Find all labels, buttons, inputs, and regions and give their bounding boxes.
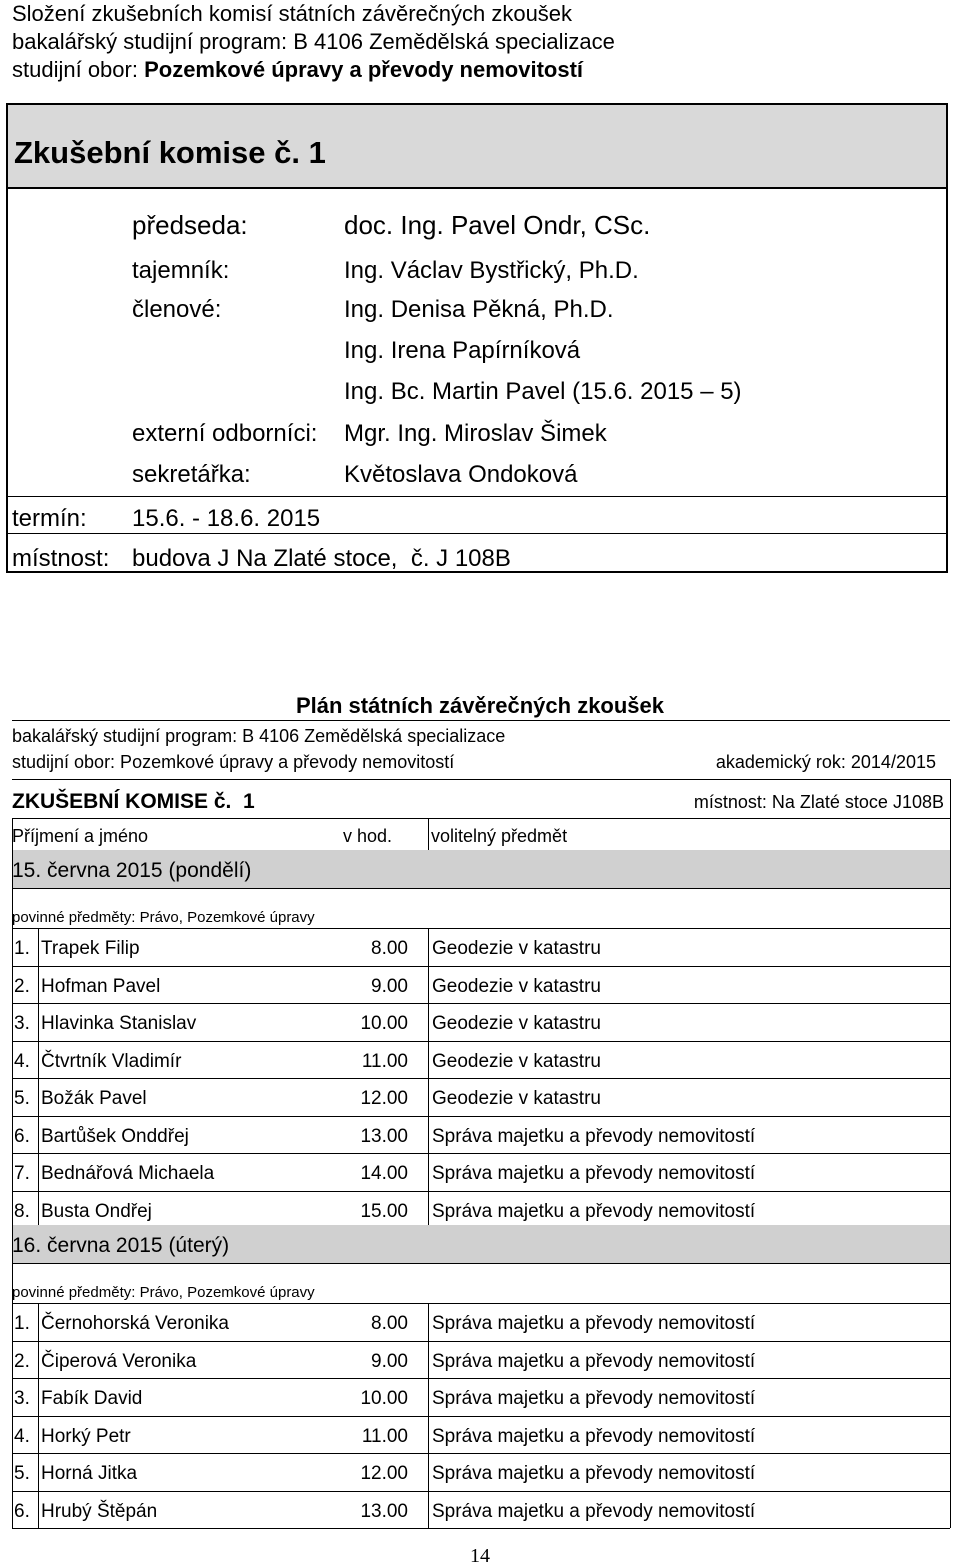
exam-time: 9.00 (371, 975, 408, 997)
room-value: budova J Na Zlaté stoce, č. J 108B (132, 545, 511, 572)
exam-time: 12.00 (360, 1463, 408, 1484)
exam-time: 13.00 (360, 1125, 408, 1147)
doc-title: Složení zkušebních komisí státních závěrečných zkoušek (12, 1, 573, 26)
grid-line (12, 1263, 950, 1264)
committee-title: Zkušební komise č. 1 (14, 135, 326, 170)
student-name: Fabík David (41, 1388, 143, 1409)
student-name: Horná Jitka (41, 1463, 138, 1484)
grid-line (428, 1303, 429, 1341)
exam-subject: Správa majetku a převody nemovitostí (432, 1350, 756, 1372)
grid-line (428, 1041, 429, 1079)
day-date: 16. června 2015 (úterý) (12, 1234, 230, 1257)
grid-line (428, 1416, 429, 1454)
member-2: Ing. Irena Papírníková (344, 337, 581, 364)
exam-subject: Správa majetku a převody nemovitostí (432, 1425, 756, 1447)
grid-line (428, 1453, 429, 1491)
row-number: 7. (14, 1163, 30, 1184)
grid-line (12, 1491, 950, 1492)
exam-time: 9.00 (371, 1350, 408, 1372)
day-header (12, 850, 950, 888)
exam-time: 11.00 (361, 1425, 408, 1447)
student-name: Božák Pavel (41, 1088, 147, 1109)
doc-field-name: Pozemkové úpravy a převody nemovitostí (144, 57, 584, 82)
student-name: Čiperová Veronika (41, 1350, 197, 1372)
grid-line (950, 779, 951, 1528)
plan-title: Plán státních závěrečných zkoušek (295, 693, 665, 718)
row-number: 4. (14, 1425, 30, 1447)
row-number: 5. (14, 1088, 30, 1109)
grid-line (38, 1116, 39, 1154)
exam-time: 8.00 (371, 1313, 408, 1334)
grid-line (38, 1416, 39, 1454)
clerk-name: Květoslava Ondoková (344, 461, 578, 488)
grid-line (428, 1491, 429, 1529)
grid-line (428, 1003, 429, 1041)
exam-subject: Správa majetku a převody nemovitostí (432, 1200, 756, 1222)
member-3: Ing. Bc. Martin Pavel (15.6. 2015 – 5) (344, 378, 742, 405)
grid-line (38, 1491, 39, 1529)
exam-subject: Správa majetku a převody nemovitostí (432, 1313, 756, 1334)
day-note: povinné předměty: Právo, Pozemkové úpravy (12, 1284, 315, 1301)
clerk-label: sekretářka: (132, 461, 251, 488)
grid-line (12, 1341, 950, 1342)
divider (12, 720, 950, 721)
student-name: Bednářová Michaela (41, 1163, 215, 1184)
grid-line (38, 1153, 39, 1191)
row-number: 5. (14, 1463, 30, 1484)
grid-line (428, 928, 429, 966)
student-name: Černohorská Veronika (41, 1313, 229, 1334)
student-name: Busta Ondřej (41, 1200, 152, 1222)
grid-line (12, 1378, 950, 1379)
committee-title-bar (8, 105, 946, 189)
exam-time: 11.00 (361, 1050, 408, 1072)
grid-line (428, 1116, 429, 1154)
chair-label: předseda: (132, 210, 248, 240)
row-number: 1. (14, 938, 30, 959)
col-header-name: Příjmení a jméno (12, 826, 149, 846)
row-number: 8. (14, 1200, 30, 1222)
row-number: 6. (14, 1125, 30, 1147)
plan-field: studijní obor: Pozemkové úpravy a převody nemovitostí (12, 752, 455, 772)
exam-subject: Geodezie v katastru (432, 1013, 601, 1034)
doc-field (12, 56, 583, 84)
exam-subject: Geodezie v katastru (432, 975, 601, 997)
grid-line (38, 1378, 39, 1416)
grid-line (38, 1303, 39, 1341)
grid-line (38, 1453, 39, 1491)
member-1: Ing. Denisa Pěkná, Ph.D. (344, 296, 614, 323)
grid-line (12, 928, 950, 929)
divider (6, 533, 948, 534)
grid-line (38, 928, 39, 966)
exam-subject: Geodezie v katastru (432, 1088, 601, 1109)
grid-line (12, 1078, 950, 1079)
doc-program: bakalářský studijní program: B 4106 Zemědělská specializace (12, 29, 615, 54)
room-label: místnost: (12, 545, 110, 572)
grid-line (12, 1003, 950, 1004)
exam-subject: Správa majetku a převody nemovitostí (432, 1163, 756, 1184)
page-number: 14 (470, 1545, 490, 1567)
plan-room: místnost: Na Zlaté stoce J108B (693, 792, 944, 812)
grid-line (12, 1303, 950, 1304)
grid-line (12, 1116, 950, 1117)
exam-subject: Správa majetku a převody nemovitostí (432, 1125, 756, 1147)
plan-program: bakalářský studijní program: B 4106 Zemědělská specializace (12, 726, 506, 746)
grid-line (428, 1191, 429, 1229)
exam-time: 13.00 (360, 1500, 408, 1522)
grid-line (12, 1041, 950, 1042)
external-name: Mgr. Ing. Miroslav Šimek (344, 420, 607, 447)
row-number: 4. (14, 1050, 30, 1072)
divider (6, 496, 948, 497)
grid-line (428, 818, 429, 850)
student-name: Čtvrtník Vladimír (41, 1050, 182, 1072)
grid-line (38, 1191, 39, 1229)
chair-name: doc. Ing. Pavel Ondr, CSc. (344, 210, 651, 240)
student-name: Hrubý Štěpán (41, 1500, 158, 1522)
col-header-subject: volitelný předmět (431, 826, 568, 846)
external-label: externí odborníci: (132, 420, 318, 447)
grid-line (12, 1528, 950, 1529)
row-number: 6. (14, 1500, 30, 1522)
day-header (12, 1225, 950, 1263)
grid-line (428, 1341, 429, 1379)
grid-line (428, 1378, 429, 1416)
exam-subject: Správa majetku a převody nemovitostí (432, 1388, 756, 1409)
row-number: 3. (14, 1013, 30, 1034)
student-name: Hofman Pavel (41, 975, 161, 997)
grid-line (428, 1078, 429, 1116)
student-name: Hlavinka Stanislav (41, 1013, 197, 1034)
row-number: 2. (14, 1350, 30, 1372)
exam-subject: Správa majetku a převody nemovitostí (432, 1500, 756, 1522)
grid-line (428, 966, 429, 1004)
exam-time: 10.00 (360, 1388, 408, 1409)
student-name: Horký Petr (41, 1425, 131, 1447)
plan-committee: ZKUŠEBNÍ KOMISE č. 1 (12, 790, 255, 813)
col-header-time: v hod. (343, 826, 393, 846)
grid-line (12, 888, 950, 889)
student-name: Trapek Filip (41, 938, 140, 959)
grid-line (12, 1416, 950, 1417)
exam-subject: Geodezie v katastru (432, 1050, 601, 1072)
grid-line (12, 1153, 950, 1154)
exam-time: 10.00 (360, 1013, 408, 1034)
day-note: povinné předměty: Právo, Pozemkové úpravy (12, 909, 315, 926)
divider (12, 818, 950, 819)
exam-subject: Správa majetku a převody nemovitostí (432, 1463, 756, 1484)
row-number: 2. (14, 975, 30, 997)
doc-field-prefix: studijní obor: (12, 57, 145, 82)
academic-year: akademický rok: 2014/2015 (715, 752, 936, 772)
term-label: termín: (12, 505, 87, 532)
grid-line (38, 1078, 39, 1116)
grid-line (38, 1041, 39, 1079)
grid-line (38, 1341, 39, 1379)
exam-time: 8.00 (371, 938, 408, 959)
grid-line (12, 1191, 950, 1192)
secretary-name: Ing. Václav Bystřický, Ph.D. (344, 257, 639, 284)
exam-time: 15.00 (360, 1200, 408, 1222)
grid-line (12, 1453, 950, 1454)
grid-line (12, 818, 13, 1528)
exam-time: 14.00 (360, 1163, 408, 1184)
row-number: 1. (14, 1313, 30, 1334)
grid-line (428, 1153, 429, 1191)
exam-time: 12.00 (360, 1088, 408, 1109)
student-name: Bartůšek Onddřej (41, 1125, 189, 1147)
row-number: 3. (14, 1388, 30, 1409)
secretary-label: tajemník: (132, 257, 230, 284)
exam-subject: Geodezie v katastru (432, 938, 601, 959)
grid-line (12, 966, 950, 967)
divider (12, 779, 950, 780)
grid-line (38, 1003, 39, 1041)
grid-line (38, 966, 39, 1004)
members-label: členové: (132, 296, 222, 323)
term-value: 15.6. - 18.6. 2015 (132, 505, 321, 532)
day-date: 15. června 2015 (pondělí) (12, 859, 252, 882)
